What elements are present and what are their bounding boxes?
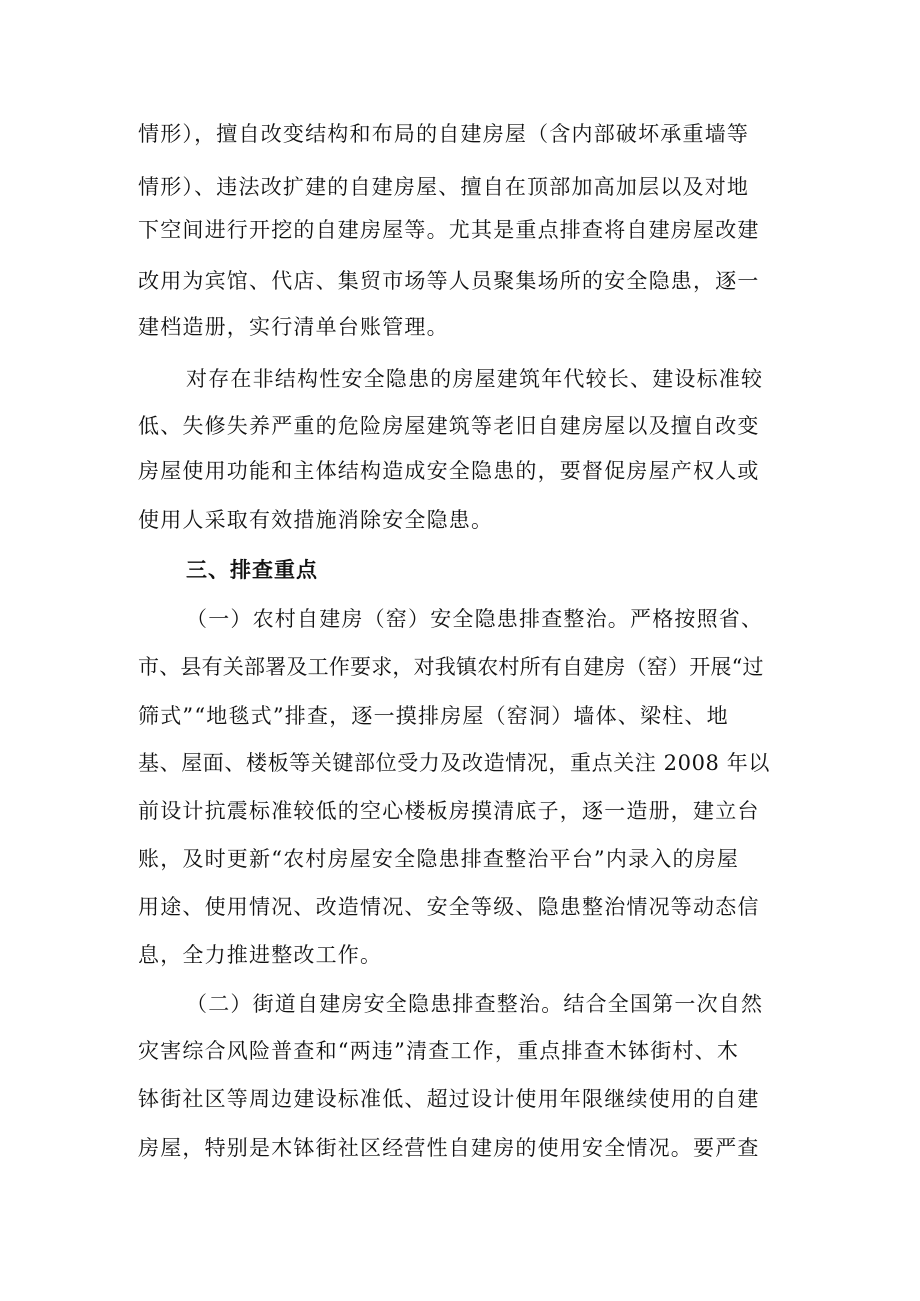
paragraph-first-line: （一）农村自建房（窑）安全隐患排查整治。严格按照省、 (186, 607, 764, 631)
text-line: 下空间进行开挖的自建房屋等。尤其是重点排查将自建房屋改建 (138, 218, 760, 242)
text-line: 建档造册，实行清单台账管理。 (138, 315, 449, 339)
text-line: 钵街社区等周边建设标准低、超过设计使用年限继续使用的自建 (138, 1087, 760, 1111)
text-line: 低、失修失养严重的危险房屋建筑等老旧自建房屋以及擅自改变 (138, 414, 760, 438)
text-line: 房屋，特别是木钵街社区经营性自建房的使用安全情况。要严查 (138, 1136, 760, 1160)
text-line: 灾害综合风险普查和“两违”清查工作，重点排查木钵街村、木 (138, 1039, 740, 1063)
text-line: 息，全力推进整改工作。 (138, 943, 383, 967)
text-line: 改用为宾馆、代店、集贸市场等人员聚集场所的安全隐患，逐一 (138, 269, 760, 293)
text-line: 筛式”“地毯式”排查，逐一摸排房屋（窑洞）墙体、梁柱、地 (138, 704, 729, 728)
section-heading: 三、排查重点 (186, 558, 318, 582)
text-line: 房屋使用功能和主体结构造成安全隐患的，要督促房屋产权人或 (138, 459, 760, 483)
text-line: 前设计抗震标准较低的空心楼板房摸清底子，逐一造册，建立台 (138, 799, 760, 823)
text-line: 情形），擅自改变结构和布局的自建房屋（含内部破坏承重墙等 (138, 122, 750, 146)
text-line: 基、屋面、楼板等关键部位受力及改造情况，重点关注 2008 年以 (138, 751, 770, 775)
text-line: 市、县有关部署及工作要求，对我镇农村所有自建房（窑）开展“过 (138, 655, 764, 679)
paragraph-first-line: 对存在非结构性安全隐患的房屋建筑年代较长、建设标准较 (186, 367, 764, 391)
paragraph-first-line: （二）街道自建房安全隐患排查整治。结合全国第一次自然 (186, 992, 764, 1016)
text-line: 账，及时更新“农村房屋安全隐患排查整治平台”内录入的房屋 (138, 847, 740, 871)
text-line: 情形）、违法改扩建的自建房屋、擅自在顶部加高加层以及对地 (138, 175, 750, 199)
text-line: 用途、使用情况、改造情况、安全等级、隐患整治情况等动态信 (138, 895, 760, 919)
text-line: 使用人采取有效措施消除安全隐患。 (138, 508, 494, 532)
